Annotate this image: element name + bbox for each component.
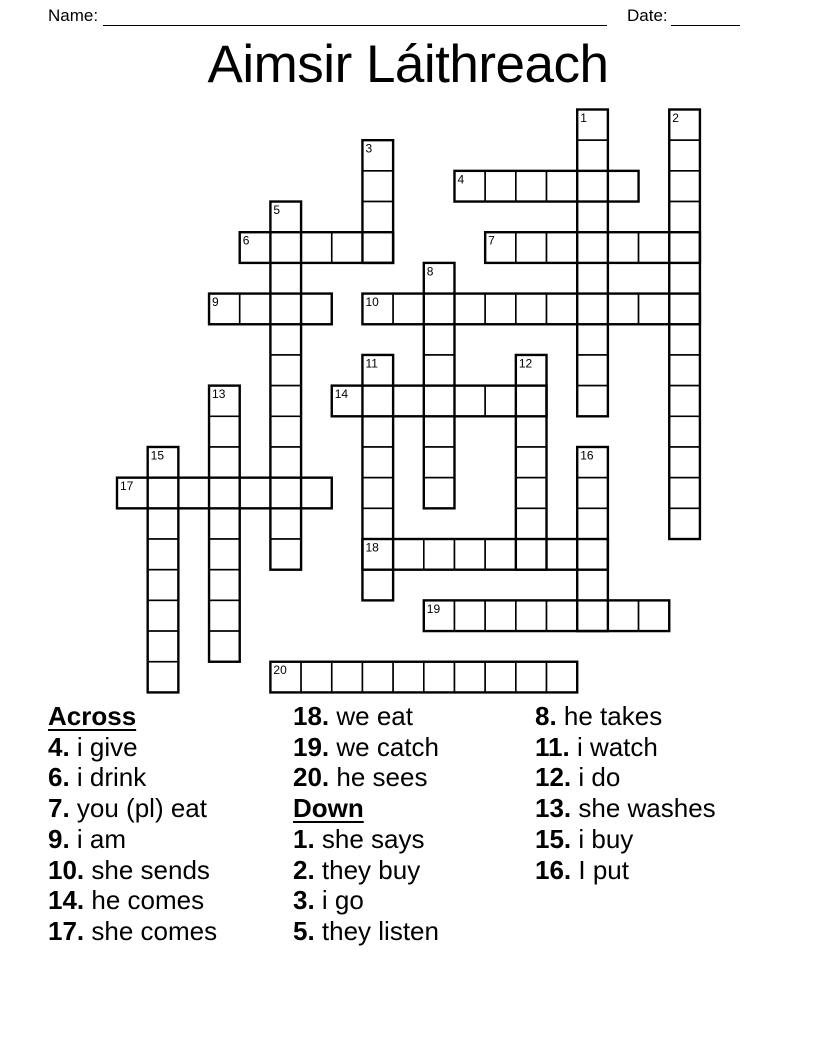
clue-number: 11. bbox=[535, 731, 570, 762]
grid-cell-15-1 bbox=[577, 140, 608, 171]
clues-column-down bbox=[535, 701, 780, 885]
grid-cell-10-11 bbox=[424, 447, 455, 478]
clue-text: she washes bbox=[571, 793, 716, 824]
clue-number: 15. bbox=[535, 823, 572, 854]
grid-number-2: 2 bbox=[672, 111, 679, 125]
grid-number-7: 7 bbox=[488, 233, 495, 248]
grid-cell-17-16 bbox=[639, 600, 670, 631]
clues-column-middle bbox=[293, 701, 538, 947]
grid-cell-13-11 bbox=[516, 447, 547, 478]
grid-cell-5-10 bbox=[270, 416, 301, 447]
grid-cell-14-2 bbox=[547, 171, 578, 202]
grid-number-12: 12 bbox=[518, 356, 533, 371]
grid-number-20: 20 bbox=[273, 663, 287, 678]
clue-number: 2. bbox=[293, 854, 315, 885]
grid-cell-15-2 bbox=[577, 171, 608, 202]
clue-number: 1. bbox=[293, 823, 315, 854]
grid-number-18: 18 bbox=[365, 540, 379, 555]
clue-number: 16. bbox=[535, 854, 572, 885]
clue-20 bbox=[293, 762, 538, 793]
grid-cell-17-4 bbox=[639, 232, 670, 263]
grid-number-17: 17 bbox=[120, 479, 134, 494]
grid-cell-18-8 bbox=[669, 355, 700, 386]
clue-14 bbox=[48, 885, 293, 916]
grid-cell-15-5 bbox=[577, 263, 608, 294]
page-title: Aimsir Láithreach bbox=[207, 35, 609, 94]
grid-cell-10-12 bbox=[424, 478, 455, 509]
clue-text: she comes bbox=[84, 915, 218, 946]
grid-cell-18-1 bbox=[669, 140, 700, 171]
clue-number: 17. bbox=[48, 915, 85, 946]
clue-9 bbox=[48, 824, 293, 855]
clue-number: 19. bbox=[293, 731, 330, 762]
grid-cell-3-13 bbox=[209, 508, 240, 539]
grid-cell-18-10 bbox=[669, 416, 700, 447]
grid-cell-10-7 bbox=[424, 324, 455, 355]
clue-number: 13. bbox=[535, 793, 572, 824]
grid-cell-3-11 bbox=[209, 447, 240, 478]
clue-number: 7. bbox=[48, 793, 70, 824]
clue-18 bbox=[293, 701, 538, 732]
grid-cell-15-7 bbox=[577, 324, 608, 355]
clue-text: they buy bbox=[314, 854, 421, 885]
grid-cell-5-7 bbox=[270, 324, 301, 355]
grid-cell-15-12 bbox=[577, 478, 608, 509]
grid-cell-12-9 bbox=[485, 386, 516, 417]
grid-cell-1-14 bbox=[148, 539, 179, 570]
grid-cell-11-14 bbox=[454, 539, 485, 570]
grid-number-9: 9 bbox=[212, 295, 219, 310]
grid-cell-14-4 bbox=[547, 232, 578, 263]
grid-cell-18-9 bbox=[669, 386, 700, 417]
grid-cell-13-10 bbox=[516, 416, 547, 447]
grid-cell-15-8 bbox=[577, 355, 608, 386]
grid-cell-8-9 bbox=[362, 386, 393, 417]
grid-cell-1-16 bbox=[148, 600, 179, 631]
grid-cell-16-16 bbox=[608, 600, 639, 631]
grid-cell-12-6 bbox=[485, 294, 516, 325]
grid-number-10: 10 bbox=[365, 295, 379, 310]
across-header: Across bbox=[48, 701, 137, 731]
grid-cell-11-16 bbox=[454, 600, 485, 631]
clue-16 bbox=[535, 855, 780, 886]
clue-11 bbox=[535, 732, 780, 763]
clue-1 bbox=[293, 824, 538, 855]
grid-cell-8-18 bbox=[362, 662, 393, 693]
grid-cell-10-10 bbox=[424, 416, 455, 447]
grid-cell-15-4 bbox=[577, 232, 608, 263]
grid-cell-11-9 bbox=[454, 386, 485, 417]
grid-number-8: 8 bbox=[426, 264, 434, 279]
grid-cell-15-3 bbox=[577, 202, 608, 233]
clue-text: I put bbox=[571, 854, 629, 885]
grid-cell-11-6 bbox=[454, 294, 485, 325]
grid-cell-4-12 bbox=[240, 478, 271, 509]
grid-number-13: 13 bbox=[212, 387, 226, 402]
grid-cell-7-4 bbox=[332, 232, 363, 263]
grid-cell-5-12 bbox=[270, 478, 301, 509]
clue-number: 20. bbox=[293, 762, 330, 793]
grid-number-11: 11 bbox=[365, 356, 378, 371]
grid-cell-11-18 bbox=[454, 662, 485, 693]
grid-cell-2-12 bbox=[178, 478, 209, 509]
clue-13 bbox=[535, 793, 780, 824]
grid-cell-14-18 bbox=[547, 662, 578, 693]
grid-cell-8-4 bbox=[362, 232, 393, 263]
clue-number: 5. bbox=[293, 915, 315, 946]
clue-19 bbox=[293, 732, 538, 763]
grid-cell-3-16 bbox=[209, 600, 240, 631]
grid-number-16: 16 bbox=[580, 448, 594, 463]
grid-cell-8-11 bbox=[362, 447, 393, 478]
grid-cell-3-12 bbox=[209, 478, 240, 509]
clue-text: i do bbox=[571, 762, 621, 793]
clue-15 bbox=[535, 824, 780, 855]
grid-cell-18-4 bbox=[669, 232, 700, 263]
grid-cell-3-14 bbox=[209, 539, 240, 570]
clues-column-across bbox=[48, 701, 293, 947]
clue-text: you (pl) eat bbox=[69, 793, 207, 824]
grid-cell-14-6 bbox=[547, 294, 578, 325]
grid-cell-9-9 bbox=[393, 386, 424, 417]
grid-number-1: 1 bbox=[580, 111, 587, 125]
grid-cell-10-18 bbox=[424, 662, 455, 693]
name-label: Name: bbox=[48, 6, 99, 25]
clue-text: she sends bbox=[84, 854, 210, 885]
grid-cell-18-6 bbox=[669, 294, 700, 325]
clue-number: 4. bbox=[48, 731, 70, 762]
clue-text: i buy bbox=[571, 823, 634, 854]
grid-cell-3-10 bbox=[209, 416, 240, 447]
grid-cell-18-3 bbox=[669, 202, 700, 233]
grid-cell-9-14 bbox=[393, 539, 424, 570]
grid-cell-15-15 bbox=[577, 570, 608, 601]
clue-number: 9. bbox=[48, 823, 70, 854]
grid-cell-13-16 bbox=[516, 600, 547, 631]
grid-cell-16-4 bbox=[608, 232, 639, 263]
grid-cell-15-13 bbox=[577, 508, 608, 539]
grid-cell-13-2 bbox=[516, 171, 547, 202]
clue-text: i drink bbox=[69, 762, 147, 793]
grid-number-19: 19 bbox=[426, 601, 441, 616]
grid-cell-12-18 bbox=[485, 662, 516, 693]
grid-cell-6-6 bbox=[301, 294, 332, 325]
grid-cell-5-9 bbox=[270, 386, 301, 417]
grid-cell-14-14 bbox=[547, 539, 578, 570]
grid-cell-13-9 bbox=[516, 386, 547, 417]
grid-cell-1-12 bbox=[148, 478, 179, 509]
grid-cell-3-17 bbox=[209, 631, 240, 662]
clue-number: 14. bbox=[48, 885, 85, 916]
grid-cell-5-8 bbox=[270, 355, 301, 386]
clue-number: 6. bbox=[48, 762, 70, 793]
grid-cell-10-9 bbox=[424, 386, 455, 417]
grid-cell-15-6 bbox=[577, 294, 608, 325]
clue-text: i watch bbox=[569, 731, 658, 762]
grid-cell-5-6 bbox=[270, 294, 301, 325]
clue-6 bbox=[48, 762, 293, 793]
clue-text: i go bbox=[314, 885, 364, 916]
grid-cell-13-4 bbox=[516, 232, 547, 263]
grid-cell-1-15 bbox=[148, 570, 179, 601]
grid-cell-18-7 bbox=[669, 324, 700, 355]
clue-4 bbox=[48, 732, 293, 763]
clue-number: 10. bbox=[48, 854, 85, 885]
grid-cell-4-6 bbox=[240, 294, 271, 325]
clue-5 bbox=[293, 916, 538, 947]
grid-cell-1-17 bbox=[148, 631, 179, 662]
grid-number-15: 15 bbox=[150, 448, 165, 463]
grid-cell-9-18 bbox=[393, 662, 424, 693]
grid-cell-10-8 bbox=[424, 355, 455, 386]
grid-cell-10-6 bbox=[424, 294, 455, 325]
clue-number: 12. bbox=[535, 762, 572, 793]
clue-7 bbox=[48, 793, 293, 824]
grid-cell-9-6 bbox=[393, 294, 424, 325]
grid-cell-8-2 bbox=[362, 171, 393, 202]
clue-10 bbox=[48, 855, 293, 886]
clue-12 bbox=[535, 762, 780, 793]
clue-text: he sees bbox=[329, 762, 428, 793]
grid-cell-8-12 bbox=[362, 478, 393, 509]
grid-cell-3-15 bbox=[209, 570, 240, 601]
clue-8 bbox=[535, 701, 780, 732]
grid-cell-15-16 bbox=[577, 600, 608, 631]
grid-cell-18-5 bbox=[669, 263, 700, 294]
grid-cell-14-16 bbox=[547, 600, 578, 631]
grid-cell-13-14 bbox=[516, 539, 547, 570]
grid-cell-16-2 bbox=[608, 171, 639, 202]
grid-number-4: 4 bbox=[457, 172, 465, 187]
clue-text: i give bbox=[69, 731, 138, 762]
grid-cell-5-4 bbox=[270, 232, 301, 263]
down-header: Down bbox=[293, 793, 364, 824]
clue-text: they listen bbox=[314, 915, 439, 946]
grid-cell-6-4 bbox=[301, 232, 332, 263]
grid-cell-1-13 bbox=[148, 508, 179, 539]
grid-cell-12-16 bbox=[485, 600, 516, 631]
grid-cell-15-9 bbox=[577, 386, 608, 417]
grid-cell-7-18 bbox=[332, 662, 363, 693]
grid-cell-6-18 bbox=[301, 662, 332, 693]
clue-number: 18. bbox=[293, 701, 330, 731]
clue-2 bbox=[293, 855, 538, 886]
grid-cell-12-2 bbox=[485, 171, 516, 202]
grid-cell-15-14 bbox=[577, 539, 608, 570]
clue-text: he comes bbox=[84, 885, 205, 916]
grid-cell-13-6 bbox=[516, 294, 547, 325]
grid-cell-5-11 bbox=[270, 447, 301, 478]
grid-cell-6-12 bbox=[301, 478, 332, 509]
clue-text: she says bbox=[314, 823, 425, 854]
clue-17 bbox=[48, 916, 293, 947]
grid-cell-13-13 bbox=[516, 508, 547, 539]
grid-cell-8-10 bbox=[362, 416, 393, 447]
grid-number-14: 14 bbox=[334, 387, 349, 402]
grid-cell-18-12 bbox=[669, 478, 700, 509]
grid-cell-18-13 bbox=[669, 508, 700, 539]
clue-3 bbox=[293, 885, 538, 916]
grid-cell-17-6 bbox=[639, 294, 670, 325]
clue-number: 3. bbox=[293, 885, 315, 916]
grid-cell-10-14 bbox=[424, 539, 455, 570]
grid-cell-18-2 bbox=[669, 171, 700, 202]
grid-number-5: 5 bbox=[273, 203, 281, 218]
grid-cell-1-18 bbox=[148, 662, 179, 693]
grid-cell-12-14 bbox=[485, 539, 516, 570]
grid-cell-5-14 bbox=[270, 539, 301, 570]
clue-text: i am bbox=[69, 823, 127, 854]
grid-cell-5-5 bbox=[270, 263, 301, 294]
grid-cell-13-12 bbox=[516, 478, 547, 509]
grid-cell-18-11 bbox=[669, 447, 700, 478]
clue-text: we catch bbox=[329, 731, 439, 762]
grid-cell-8-13 bbox=[362, 508, 393, 539]
grid-number-6: 6 bbox=[242, 233, 250, 248]
clue-number: 8. bbox=[535, 701, 557, 731]
grid-cell-8-15 bbox=[362, 570, 393, 601]
clue-text: he takes bbox=[556, 701, 663, 731]
grid-cell-13-18 bbox=[516, 662, 547, 693]
date-label: Date: bbox=[627, 6, 668, 25]
grid-cell-16-6 bbox=[608, 294, 639, 325]
grid-cell-5-13 bbox=[270, 508, 301, 539]
grid-number-3: 3 bbox=[365, 141, 373, 156]
clue-text: we eat bbox=[329, 701, 413, 731]
grid-cell-8-3 bbox=[362, 202, 393, 233]
